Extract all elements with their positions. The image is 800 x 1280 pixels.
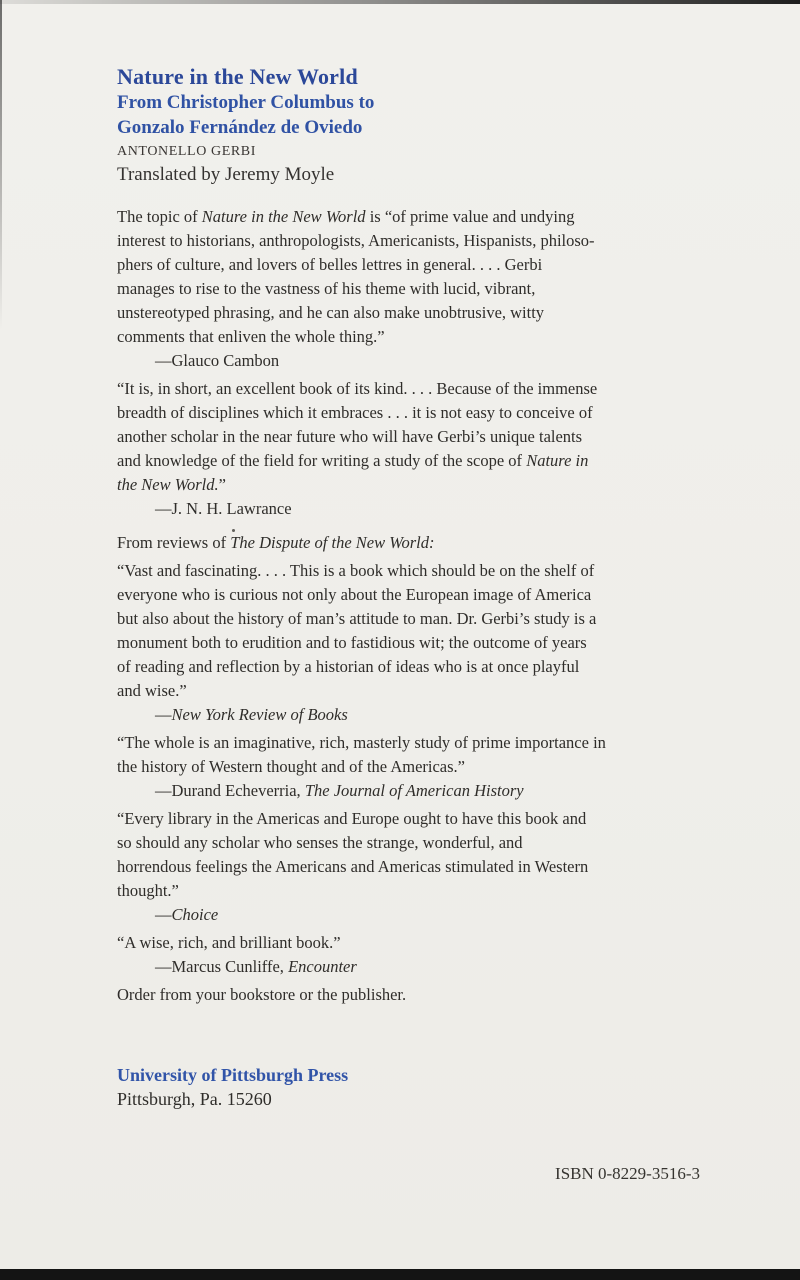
book-subtitle-line1: From Christopher Columbus to [117,92,375,113]
author-name: ANTONELLO GERBI [117,144,257,159]
book-subtitle-line2: Gonzalo Fernández de Oviedo [117,117,363,138]
publisher-address: Pittsburgh, Pa. 15260 [117,1089,272,1109]
book-title: Nature in the New World [117,64,358,89]
publisher-name: University of Pittsburgh Press [117,1065,349,1085]
review-quote-nyrb [117,559,700,727]
quote-text: “Vast and fascinating. . . . This is a book which should be on the shelf of everyone who is curious not only about the European image of America but also about the history of man’s attitude to man. Dr. Gerbi’s study is a monument both to erudition and to fastidious wit; the outcome of years of reading and reflection by a historian of ideas who is at once playful and wise.” [117,561,597,700]
quote-attribution: —Choice [155,905,219,924]
reviews-heading: From reviews of The Dispute of the New World: [117,533,435,552]
translator-credit: Translated by Jeremy Moyle [117,164,335,185]
review-quote-echeverria [117,731,700,803]
order-instruction: Order from your bookstore or the publisher. [117,985,407,1004]
quote-attribution: —New York Review of Books [155,705,348,724]
quote-attribution: —Glauco Cambon [155,351,280,370]
quote-text: The topic of Nature in the New World is “of prime value and undying interest to historians, anthropologists, Americanists, Hispanists, philoso- phers of culture, and lovers of belles lettres in general. . . . Gerbi manages to rise to the vastness of his theme with lucid, vibrant, unstereotyped phrasing, and he can also make unobtrusive, witty comments that enliven the whole thing.” [117,207,595,346]
review-quote-cambon [117,205,700,373]
quote-text: “It is, in short, an excellent book of its kind. . . . Because of the immense breadth of disciplines which it embraces . . . it is not easy to conceive of another scholar in the near future who will have Gerbi’s unique talents and knowledge of the field for writing a study of the scope of Nature in the New World.” [117,379,598,494]
quote-attribution: —Marcus Cunliffe, Encounter [155,957,357,976]
quote-text: “A wise, rich, and brilliant book.” [117,933,341,952]
review-quote-choice [117,807,700,927]
review-quotes-section [117,205,700,1007]
cover-bottom-edge [0,1269,800,1280]
isbn-number: ISBN 0-8229-3516-3 [555,1164,700,1183]
quote-text: “Every library in the Americas and Europe ought to have this book and so should any scholar who senses the strange, wonderful, and horrendous feelings the Americans and Americas stimulated in Western thought.” [117,809,589,900]
quote-attribution: —J. N. H. Lawrance [155,499,292,518]
quote-attribution: —Durand Echeverria, The Journal of American History [155,781,524,800]
review-quote-cunliffe [117,931,700,979]
quote-text: “The whole is an imaginative, rich, masterly study of prime importance in the history of Western thought and of the Americas.” [117,733,606,776]
review-quote-lawrance [117,377,700,521]
